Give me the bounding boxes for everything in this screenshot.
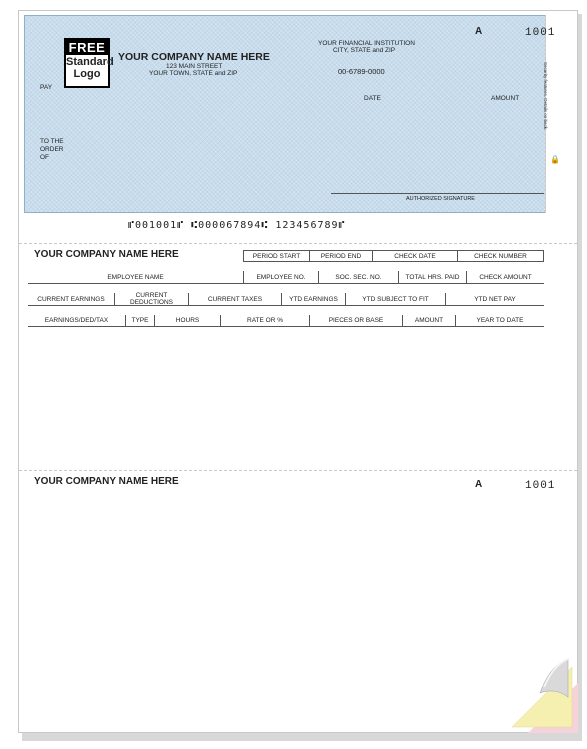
check-date-header: CHECK DATE [372,251,457,261]
logo-free-text: FREE [66,40,108,55]
type-header: TYPE [125,315,154,326]
micr-line: ⑈001001⑈ ⑆000067894⑆ 123456789⑈ [128,220,346,231]
page-curl-graphic [498,653,578,733]
of-label: OF [40,154,50,161]
stub2-letter: A [475,479,483,490]
stub2-company-name: YOUR COMPANY NAME HERE [34,476,179,487]
stub1-row2 [28,271,544,284]
period-end-header: PERIOD END [309,251,372,261]
date-label: DATE [364,95,381,102]
to-the-label: TO THE [40,138,64,145]
stub1-row1 [243,250,544,262]
order-label: ORDER [40,146,64,153]
stub1-row3 [28,293,544,306]
security-text: Security features. Details on back. [543,62,548,131]
total-hrs-paid-header: TOTAL HRS. PAID [398,271,466,283]
check-letter: A [475,26,483,37]
logo-logo-text: Logo [73,68,101,80]
amount-label: AMOUNT [491,95,520,102]
ytd-subject-to-fit-header: YTD SUBJECT TO FIT [345,293,445,305]
stub1-company-name: YOUR COMPANY NAME HERE [34,249,179,260]
current-earnings-header: CURRENT EARNINGS [37,295,105,303]
check-number-header: CHECK NUMBER [457,251,543,261]
stub2-check-number: 1001 [525,480,556,492]
logo-standard-text: Standard [66,56,114,68]
ytd-earnings-header: YTD EARNINGS [281,293,345,305]
check-number: 1001 [525,27,556,39]
employee-name-header: EMPLOYEE NAME [107,273,164,281]
current-taxes-header: CURRENT TAXES [188,293,281,305]
employee-no-header: EMPLOYEE NO. [243,271,318,283]
pieces-or-base-header: PIECES OR BASE [309,315,402,326]
bank-name: YOUR FINANCIAL INSTITUTION [318,40,415,47]
stub1-row4 [28,315,544,327]
earnings-ded-tax-header: EARNINGS/DED/TAX [44,317,109,324]
year-to-date-header: YEAR TO DATE [455,315,544,326]
ytd-net-pay-header: YTD NET PAY [445,293,544,305]
lock-icon: 🔒 [550,155,560,164]
rate-header: RATE OR % [220,315,309,326]
bank-city: CITY, STATE and ZIP [333,47,396,54]
signature-line [331,193,544,194]
check-amount-header: CHECK AMOUNT [466,271,544,283]
logo-placeholder [64,38,114,88]
amount-header: AMOUNT [402,315,455,326]
pay-label: PAY [40,84,53,91]
routing-fraction: 00-6789-0000 [338,67,385,76]
period-start-header: PERIOD START [252,252,301,260]
signature-label: AUTHORIZED SIGNATURE [406,196,475,202]
current-deductions-header: CURRENT DEDUCTIONS [114,293,188,305]
company-address-line1: 123 MAIN STREET [166,63,223,70]
soc-sec-no-header: SOC. SEC. NO. [318,271,398,283]
hours-header: HOURS [154,315,220,326]
perforation-1 [19,243,577,244]
company-address-line2: YOUR TOWN, STATE and ZIP [149,70,238,77]
check-company-name: YOUR COMPANY NAME HERE [118,51,270,63]
perforation-2 [19,470,577,471]
